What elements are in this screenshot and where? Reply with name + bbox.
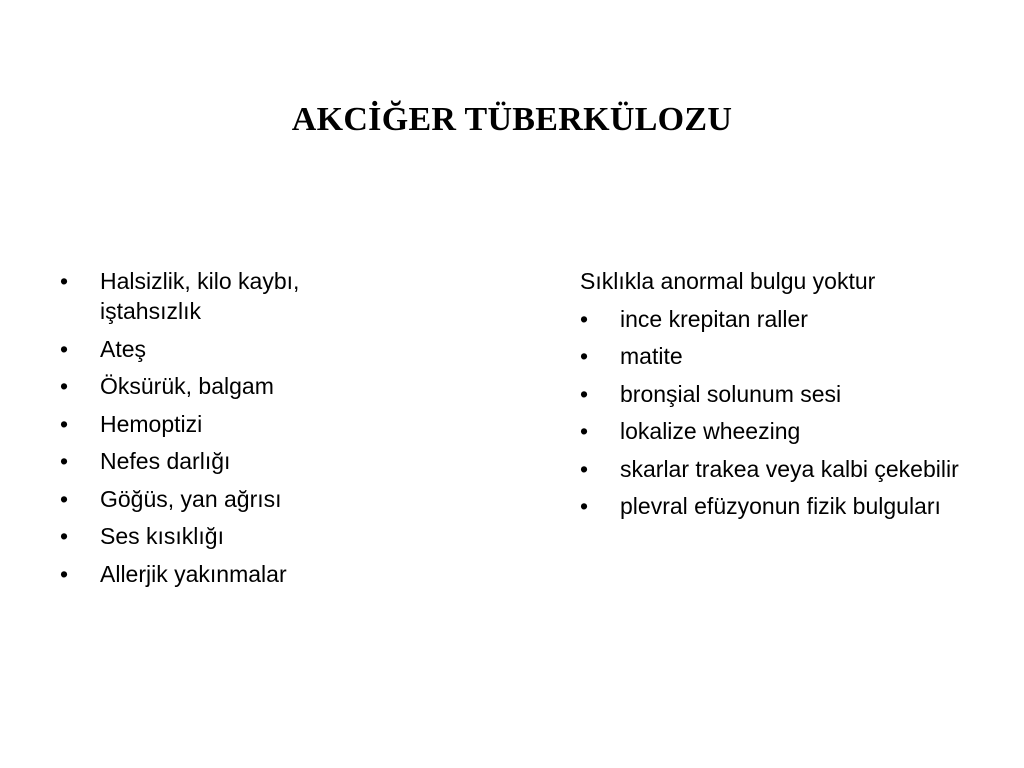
bullet-icon: • (580, 493, 589, 519)
bullet-icon: • (580, 380, 589, 407)
list-item (60, 409, 370, 439)
bullet-icon: • (580, 455, 589, 482)
bullet-icon: • (580, 305, 589, 332)
bullet-icon: • (60, 523, 69, 549)
list-item-text: Halsizlik, kilo kaybı, iştahsızlık (100, 268, 300, 324)
list-item (60, 521, 370, 551)
bullet-icon: • (60, 485, 69, 512)
bullet-icon: • (60, 373, 69, 399)
list-item (60, 266, 370, 326)
bullet-icon: • (60, 268, 69, 294)
list-item-text: Hemoptizi (100, 410, 203, 437)
slide-title: AKCİĞER TÜBERKÜLOZU (291, 101, 733, 138)
list-item-text: skarlar trakea veya kalbi çekebilir (620, 455, 959, 482)
list-item (60, 559, 370, 589)
list-item-text: Göğüs, yan ağrısı (100, 485, 282, 512)
bullet-icon: • (60, 560, 69, 587)
findings-intro: Sıklıkla anormal bulgu yoktur (580, 268, 876, 294)
findings-list (580, 304, 970, 522)
list-item-text: Öksürük, balgam (100, 373, 274, 399)
list-item (580, 304, 970, 334)
list-item-text: bronşial solunum sesi (620, 380, 842, 407)
list-item (60, 446, 370, 476)
list-item-text: Ses kısıklığı (100, 523, 224, 549)
list-item-text: lokalize wheezing (620, 418, 801, 444)
list-item (60, 334, 370, 364)
list-item-text: ince krepitan raller (620, 305, 808, 332)
list-item (580, 491, 970, 521)
list-item-text: Allerjik yakınmalar (100, 560, 287, 587)
bullet-icon: • (60, 335, 69, 362)
list-item (580, 341, 970, 371)
list-item (60, 371, 370, 401)
list-item-text: plevral efüzyonun fizik bulguları (620, 493, 941, 519)
list-item-text: matite (620, 343, 683, 369)
right-column (580, 266, 970, 529)
list-item-text: Ateş (100, 335, 147, 362)
bullet-icon: • (580, 343, 589, 369)
list-item (580, 454, 970, 484)
bullet-icon: • (60, 410, 69, 437)
left-column (60, 266, 370, 596)
list-item (580, 416, 970, 446)
bullet-icon: • (60, 448, 69, 474)
bullet-icon: • (580, 418, 589, 444)
list-item-text: Nefes darlığı (100, 448, 231, 474)
list-item (60, 484, 370, 514)
symptom-list (60, 266, 370, 589)
list-item (580, 379, 970, 409)
